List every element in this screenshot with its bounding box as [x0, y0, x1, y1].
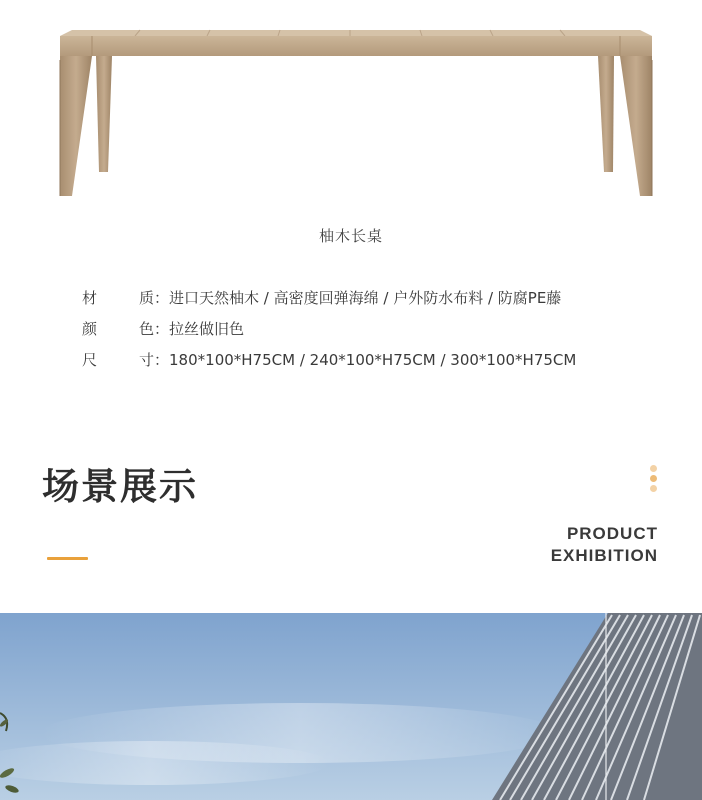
spec-label-char: 质: [138, 289, 154, 307]
scene-illustration: [0, 613, 702, 800]
spec-colon: ：: [154, 289, 170, 307]
spec-colon: ：: [154, 351, 170, 369]
decorative-dots-icon: [650, 465, 658, 495]
subtitle-line-2: EXHIBITION: [550, 546, 658, 565]
spec-value-material: 进口天然柚木 / 高密度回弹海绵 / 户外防水布料 / 防腐PE藤: [169, 289, 562, 307]
section-subtitle-en: [551, 523, 658, 567]
accent-divider: [47, 557, 88, 560]
spec-label: [82, 287, 154, 308]
spec-label-char: 颜: [82, 320, 98, 338]
dot-icon: [650, 485, 657, 492]
table-illustration: [0, 0, 702, 215]
spec-colon: ：: [154, 320, 170, 338]
scene-photo: [0, 613, 702, 800]
spec-row-material: [82, 282, 576, 313]
section-title: 场景展示: [42, 465, 198, 508]
spec-value-size: 180*100*H75CM / 240*100*H75CM / 300*100*H75CM: [169, 350, 577, 369]
spec-label-char: 尺: [82, 351, 98, 369]
spec-row-size: [82, 344, 576, 375]
product-caption: 柚木长桌: [318, 227, 383, 245]
dot-icon: [650, 465, 657, 472]
dot-icon: [650, 475, 657, 482]
spec-label: [82, 349, 154, 370]
subtitle-line-1: PRODUCT: [566, 524, 658, 543]
spec-value-color: 拉丝做旧色: [169, 320, 245, 338]
spec-label-char: 寸: [138, 351, 154, 369]
spec-label: [82, 318, 154, 339]
teak-table-image: [0, 0, 702, 215]
spec-label-char: 色: [138, 320, 154, 338]
spec-list: [82, 282, 576, 375]
spec-row-color: [82, 313, 576, 344]
spec-label-char: 材: [82, 289, 98, 307]
